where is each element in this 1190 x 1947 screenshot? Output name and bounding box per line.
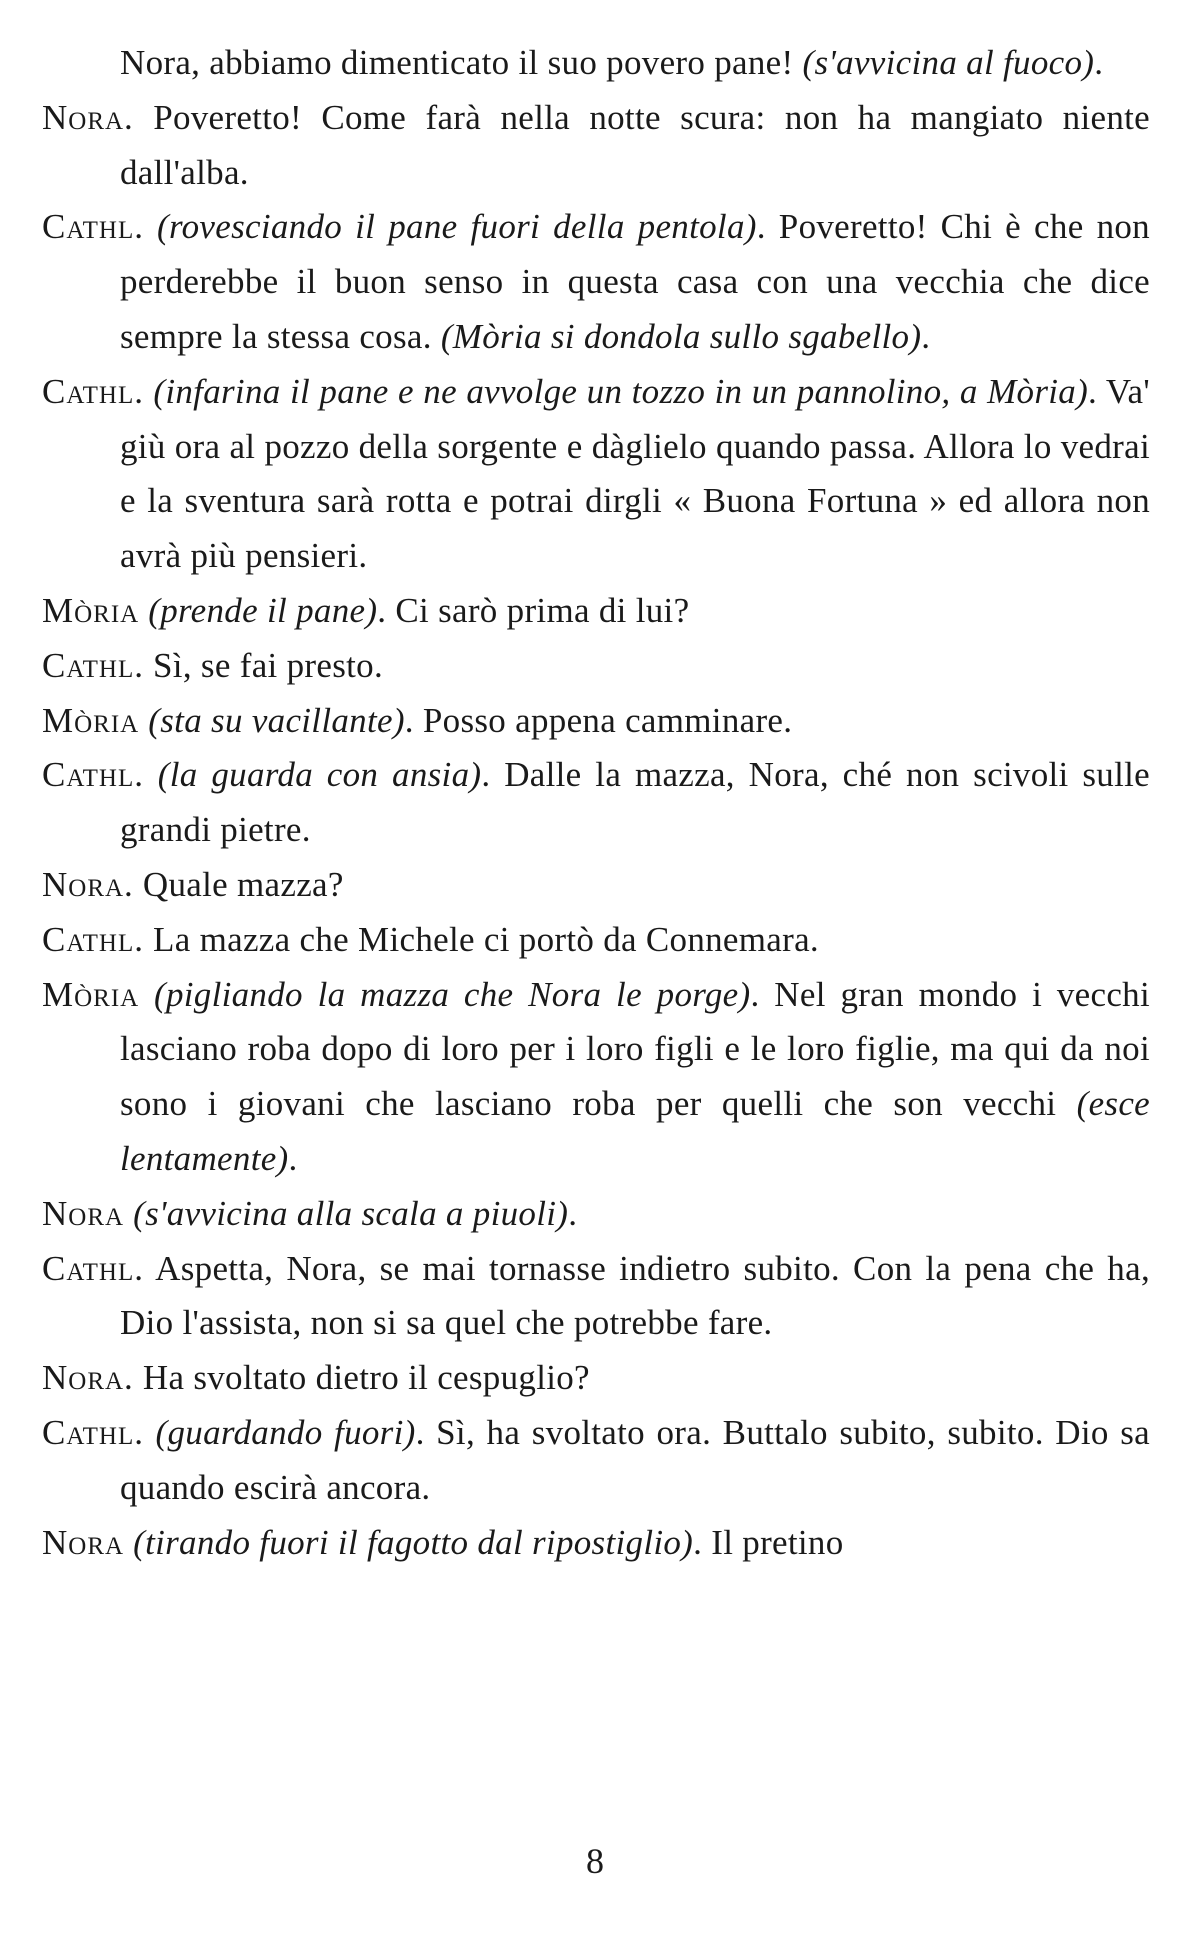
- dialogue-line: [42, 1242, 1150, 1352]
- dialogue-line: [42, 1351, 1150, 1406]
- stage-direction: (infarina il pane e ne avvolge un tozzo in un pannolino, a Mòria): [153, 371, 1089, 411]
- speaker-name: Nora.: [42, 864, 134, 904]
- speaker-name: Cathl.: [42, 919, 144, 959]
- stage-direction: (prende il pane): [148, 590, 378, 630]
- dialogue-text: . Poveretto! Chi è che non perderebbe il buon senso in questa casa con una vecchia che dice sempre la stessa cosa.: [120, 207, 1150, 356]
- dialogue-line: [42, 584, 1150, 639]
- stage-direction: (rovesciando il pane fuori della pentola): [157, 207, 757, 247]
- dialogue-text: .: [568, 1193, 578, 1233]
- speaker-name: Cathl.: [42, 1412, 144, 1452]
- stage-direction: (sta su vacillante): [148, 700, 405, 740]
- dialogue-text: .: [921, 316, 931, 356]
- dialogue-line: [42, 748, 1150, 858]
- speaker-name: Cathl.: [42, 207, 144, 247]
- dialogue-text: .: [1094, 43, 1104, 82]
- dialogue-line: [42, 200, 1150, 364]
- dialogue-text: Poveretto! Come farà nella notte scura: non ha mangiato niente dall'alba.: [120, 97, 1150, 192]
- stage-direction: (s'avvicina alla scala a piuoli): [133, 1193, 569, 1233]
- stage-direction: (Mòria si dondola sullo sgabello): [440, 316, 922, 356]
- dialogue-text: . Dalle la mazza, Nora, ché non scivoli sulle grandi pietre.: [120, 755, 1150, 850]
- dialogue-text: . Posso appena camminare.: [404, 700, 793, 740]
- dialogue-text: Ha svoltato dietro il cespuglio?: [142, 1358, 590, 1398]
- dialogue-text: .: [288, 1138, 298, 1178]
- dialogue-line: [42, 1406, 1150, 1516]
- dialogue-line: [42, 694, 1150, 749]
- dialogue-text: . Ci sarò prima di lui?: [377, 590, 690, 630]
- dialogue-text: . Va' giù ora al pozzo della sorgente e dàglielo quando passa. Allora lo vedrai e la sventura sarà rotta e potrai dirgli « Buona Fortuna » ed allora non avrà più pensieri.: [120, 371, 1150, 576]
- dialogue-text: Quale mazza?: [142, 864, 344, 904]
- dialogue-text: La mazza che Michele ci portò da Connemara.: [153, 919, 819, 959]
- stage-direction: (s'avvicina al fuoco): [802, 43, 1095, 82]
- stage-direction: (esce lentamente): [120, 1084, 1150, 1178]
- stage-direction: (tirando fuori il fagotto dal ripostiglio): [133, 1522, 694, 1562]
- dialogue-line: [42, 36, 1150, 91]
- speaker-name: Cathl.: [42, 371, 144, 411]
- speaker-name: Mòria: [42, 974, 140, 1014]
- dialogue-line: [42, 913, 1150, 968]
- speaker-name: Cathl.: [42, 1248, 144, 1288]
- dialogue-text: Aspetta, Nora, se mai tornasse indietro subito. Con la pena che ha, Dio l'assista, non si sa quel che potrebbe fare.: [120, 1248, 1150, 1343]
- speaker-name: Nora: [42, 1193, 125, 1233]
- dialogue-text: . Nel gran mondo i vecchi lasciano roba dopo di loro per i loro figli e le loro figlie, ma qui da noi sono i giovani che lasciano roba per quelli che son vecchi: [120, 974, 1150, 1124]
- stage-direction: (la guarda con ansia): [157, 755, 482, 795]
- speaker-name: Nora.: [42, 1358, 134, 1398]
- dialogue-line: [42, 968, 1150, 1187]
- speaker-name: Cathl.: [42, 755, 144, 795]
- speaker-name: Mòria: [42, 590, 140, 630]
- page-number: 8: [586, 1841, 604, 1881]
- dialogue-text: Sì, se fai presto.: [153, 645, 383, 685]
- speaker-name: Cathl.: [42, 645, 144, 685]
- speaker-name: Nora: [42, 1522, 125, 1562]
- stage-direction: (guardando fuori): [155, 1412, 416, 1452]
- dialogue-line: [42, 639, 1150, 694]
- dialogue-text: . Sì, ha svoltato ora. Buttalo subito, subito. Dio sa quando escirà ancora.: [120, 1412, 1150, 1507]
- dialogue-line: [42, 1187, 1150, 1242]
- dialogue-text: . Il pretino: [693, 1522, 844, 1562]
- document-body: [42, 36, 1150, 1570]
- speaker-name: Mòria: [42, 700, 140, 740]
- dialogue-text: Nora, abbiamo dimenticato il suo povero pane!: [120, 43, 803, 82]
- dialogue-line: [42, 365, 1150, 584]
- dialogue-line: [42, 91, 1150, 201]
- dialogue-line: [42, 1516, 1150, 1571]
- stage-direction: (pigliando la mazza che Nora le porge): [154, 974, 751, 1014]
- dialogue-line: [42, 858, 1150, 913]
- speaker-name: Nora.: [42, 97, 134, 137]
